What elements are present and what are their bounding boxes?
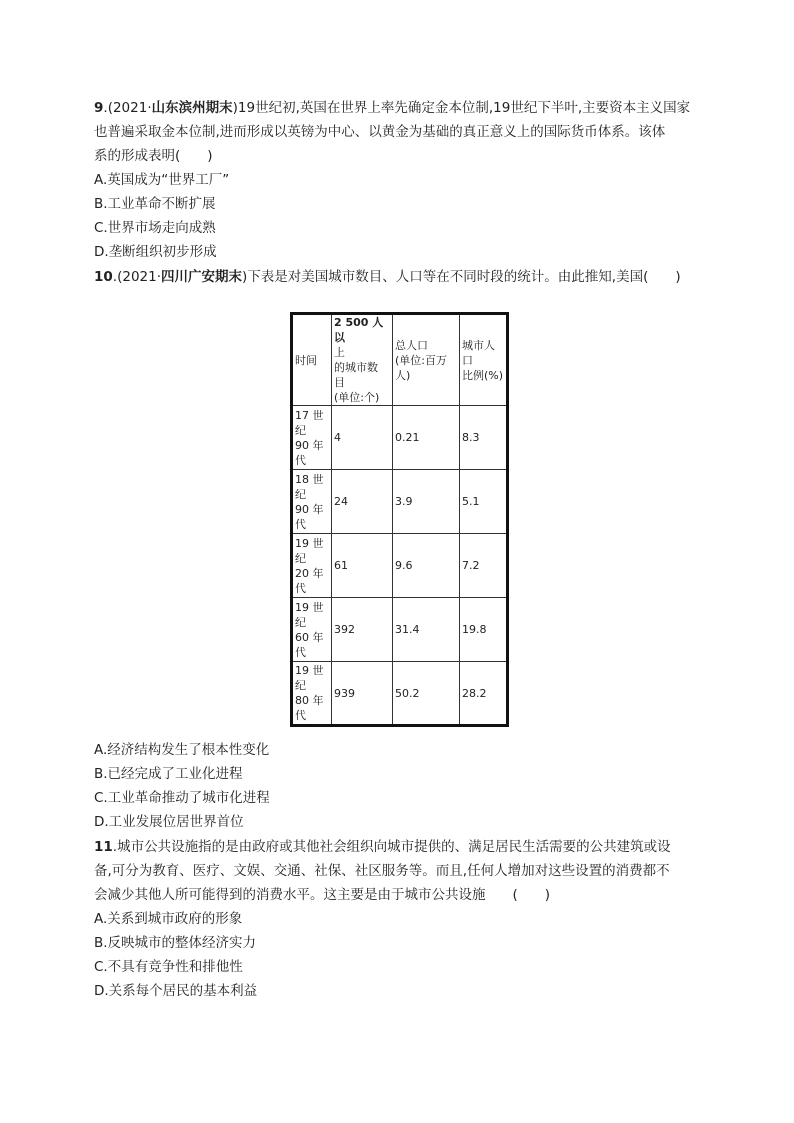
time-l4: 代 bbox=[295, 709, 306, 722]
q9-source: 山东滨州期末 bbox=[151, 100, 233, 116]
time-cell bbox=[292, 598, 332, 662]
header-pop-l3: 人) bbox=[395, 368, 411, 382]
table-row bbox=[292, 534, 508, 598]
q11-option-a: A.关系到城市政府的形象 bbox=[94, 911, 243, 927]
q10-stem-text1: )下表是对美国城市数目、人口等在不同时段的统计。由此推知,美国( ) bbox=[242, 269, 681, 285]
time-l3: 60 年 bbox=[295, 630, 324, 644]
time-l4: 代 bbox=[295, 453, 306, 467]
q9-stem-text1: )19世纪初,英国在世界上率先确定金本位制,19世纪下半叶,主要资本主义国家 bbox=[232, 100, 691, 116]
header-urban-ratio bbox=[460, 314, 508, 406]
header-total-population bbox=[393, 314, 460, 406]
header-pop-l1: 总人口 bbox=[395, 338, 428, 352]
header-city-count-l5: (单位:个) bbox=[334, 391, 380, 404]
population-cell: 9.6 bbox=[393, 534, 460, 598]
table-row bbox=[292, 598, 508, 662]
table-row bbox=[292, 406, 508, 470]
time-l1: 19 世 bbox=[295, 664, 324, 677]
time-cell bbox=[292, 534, 332, 598]
city-count-cell: 24 bbox=[332, 470, 393, 534]
header-city-count-l3: 的城市数 bbox=[334, 361, 378, 374]
q10-option-b: B.已经完成了工业化进程 bbox=[94, 766, 243, 782]
time-l3: 20 年 bbox=[295, 566, 324, 580]
q10-source: 四川广安期末 bbox=[161, 269, 243, 285]
q9-stem-line1 bbox=[94, 98, 690, 118]
header-city-count bbox=[332, 314, 393, 406]
q11-stem-line2: 备,可分为教育、医疗、文娱、交通、社保、社区服务等。而且,任何人增加对这些设置的消费都不 bbox=[94, 863, 670, 879]
q11-number: 11 bbox=[94, 839, 113, 855]
ratio-cell: 19.8 bbox=[460, 598, 508, 662]
city-count-cell: 61 bbox=[332, 534, 393, 598]
header-city-count-l1: 2 500 人以 bbox=[334, 316, 384, 344]
population-cell: 3.9 bbox=[393, 470, 460, 534]
table-row bbox=[292, 470, 508, 534]
ratio-cell: 7.2 bbox=[460, 534, 508, 598]
time-l3: 80 年 bbox=[295, 694, 324, 707]
table-header-row bbox=[292, 314, 508, 406]
time-l3: 90 年 bbox=[295, 438, 324, 452]
q10-option-a: A.经济结构发生了根本性变化 bbox=[94, 742, 270, 758]
time-l3: 90 年 bbox=[295, 502, 324, 516]
header-city-count-l2: 上 bbox=[334, 346, 345, 359]
q9-option-a: A.英国成为“世界工厂” bbox=[94, 172, 230, 188]
header-ratio-l3: 比例(%) bbox=[462, 368, 504, 382]
time-l2: 纪 bbox=[295, 679, 306, 692]
q9-stem-line3: 系的形成表明( ) bbox=[94, 148, 213, 164]
time-l2: 纪 bbox=[295, 615, 306, 629]
statistics-table bbox=[290, 312, 509, 727]
q11-stem-line1 bbox=[94, 837, 671, 857]
q11-option-b: B.反映城市的整体经济实力 bbox=[94, 935, 257, 951]
time-l4: 代 bbox=[295, 581, 306, 595]
population-cell: 50.2 bbox=[393, 662, 460, 726]
ratio-cell: 8.3 bbox=[460, 406, 508, 470]
time-l1: 18 世 bbox=[295, 472, 324, 486]
time-l1: 17 世 bbox=[295, 408, 324, 422]
table-row bbox=[292, 662, 508, 726]
city-count-cell: 4 bbox=[332, 406, 393, 470]
q11-stem-text1: .城市公共设施指的是由政府或其他社会组织向城市提供的、满足居民生活需要的公共建筑或设 bbox=[112, 839, 671, 855]
q9-option-c: C.世界市场走向成熟 bbox=[94, 220, 216, 236]
ratio-cell: 5.1 bbox=[460, 470, 508, 534]
population-cell: 31.4 bbox=[393, 598, 460, 662]
time-cell bbox=[292, 470, 332, 534]
header-time: 时间 bbox=[292, 314, 332, 406]
time-l2: 纪 bbox=[295, 551, 306, 565]
q10-number: 10 bbox=[94, 269, 113, 285]
header-city-count-l4: 目 bbox=[334, 376, 345, 389]
header-pop-l2: (单位:百万 bbox=[395, 353, 447, 367]
q10-option-d: D.工业发展位居世界首位 bbox=[94, 814, 244, 830]
city-count-cell: 392 bbox=[332, 598, 393, 662]
q10-option-c: C.工业革命推动了城市化进程 bbox=[94, 790, 270, 806]
q9-stem-line2: 也普遍采取金本位制,进而形成以英镑为中心、以黄金为基础的真正意义上的国际货币体系。该体 bbox=[94, 124, 666, 140]
q9-option-b: B.工业革命不断扩展 bbox=[94, 196, 216, 212]
ratio-cell: 28.2 bbox=[460, 662, 508, 726]
time-l1: 19 世 bbox=[295, 536, 324, 550]
q11-option-c: C.不具有竞争性和排他性 bbox=[94, 959, 243, 975]
time-cell bbox=[292, 406, 332, 470]
population-cell: 0.21 bbox=[393, 406, 460, 470]
header-ratio-l2: 口 bbox=[462, 353, 473, 367]
q9-source-prefix: .(2021· bbox=[103, 100, 152, 116]
q11-option-d: D.关系每个居民的基本利益 bbox=[94, 983, 258, 999]
header-ratio-l1: 城市人 bbox=[462, 338, 495, 352]
time-l2: 纪 bbox=[295, 487, 306, 501]
q11-stem-line3: 会减少其他人所可能得到的消费水平。这主要是由于城市公共设施 ( ) bbox=[94, 887, 551, 903]
time-cell bbox=[292, 662, 332, 726]
q9-number: 9 bbox=[94, 100, 104, 116]
time-l4: 代 bbox=[295, 517, 306, 531]
time-l2: 纪 bbox=[295, 423, 306, 437]
city-count-cell: 939 bbox=[332, 662, 393, 726]
q10-source-prefix: .(2021· bbox=[112, 269, 162, 285]
q10-stem-line1 bbox=[94, 267, 681, 287]
time-l1: 19 世 bbox=[295, 600, 324, 614]
q9-option-d: D.垄断组织初步形成 bbox=[94, 244, 217, 260]
time-l4: 代 bbox=[295, 645, 306, 659]
